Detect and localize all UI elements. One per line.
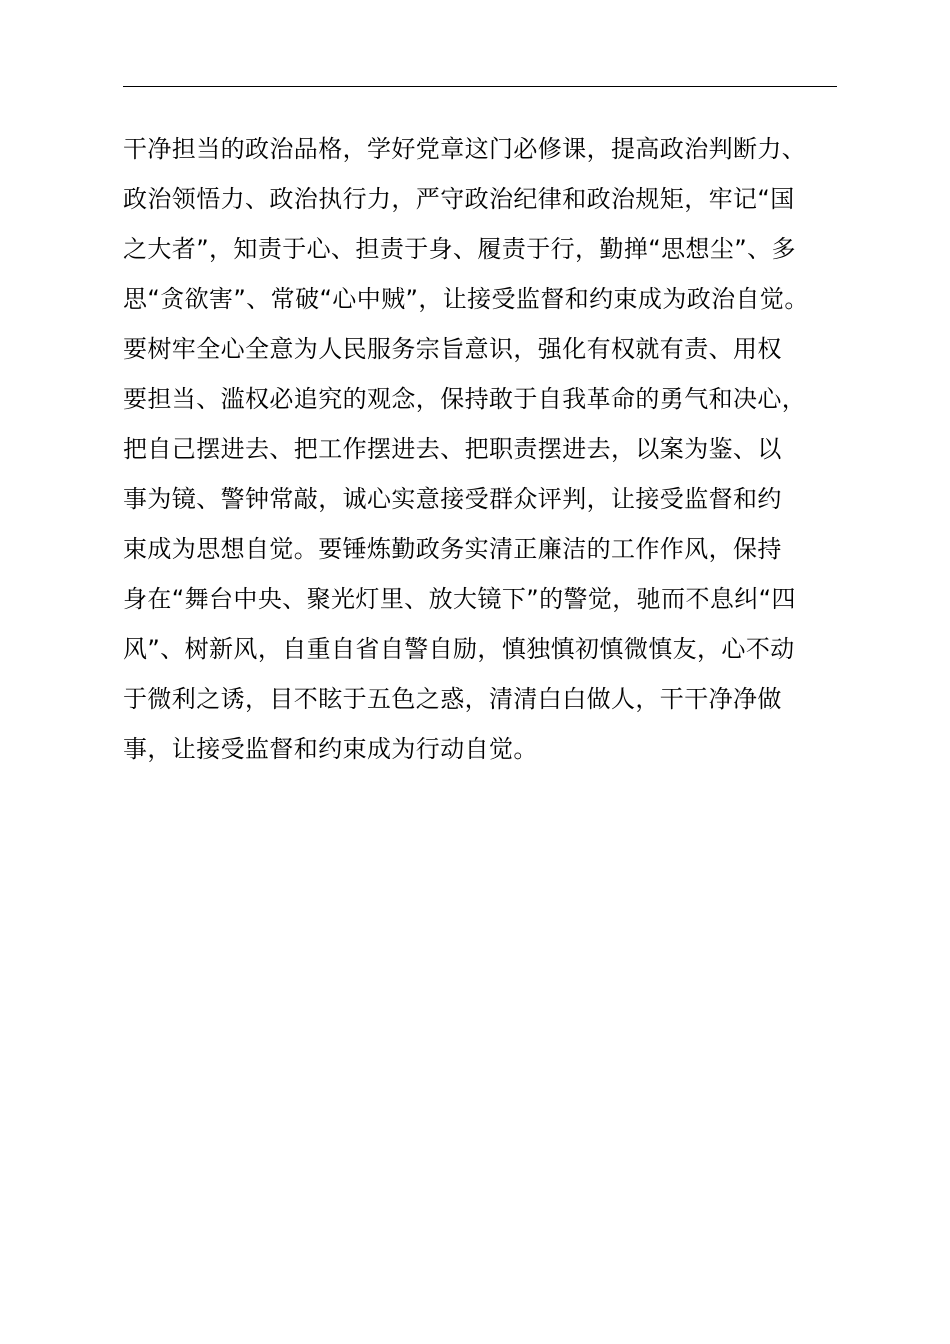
- body-paragraph: [123, 124, 843, 774]
- text-line: 干净担当的政治品格，学好党章这门必修课，提高政治判断力、: [123, 135, 807, 163]
- text-line: 要担当、滥权必追究的观念，保持敢于自我革命的勇气和决心，: [123, 385, 807, 413]
- text-line: 要树牢全心全意为人民服务宗旨意识，强化有权就有责、用权: [123, 335, 782, 363]
- text-line: 把自己摆进去、把工作摆进去、把职责摆进去，以案为鉴、以: [123, 435, 782, 463]
- header-rule: [123, 86, 837, 87]
- text-line: 风”、树新风，自重自省自警自励，慎独慎初慎微慎友，心不动: [123, 635, 795, 663]
- text-line: 政治领悟力、政治执行力，严守政治纪律和政治规矩，牢记“国: [123, 185, 795, 213]
- text-line: 事，让接受监督和约束成为行动自觉。: [123, 735, 538, 763]
- text-line: 身在“舞台中央、聚光灯里、放大镜下”的警觉，驰而不息纠“四: [123, 585, 796, 613]
- text-line: 于微利之诱，目不眩于五色之惑，清清白白做人，干干净净做: [123, 685, 782, 713]
- text-line: 之大者”，知责于心、担责于身、履责于行，勤掸“思想尘”、多: [123, 235, 796, 263]
- text-line: 束成为思想自觉。要锤炼勤政务实清正廉洁的工作作风，保持: [123, 535, 782, 563]
- text-line: 思“贪欲害”、常破“心中贼”，让接受监督和约束成为政治自觉。: [123, 285, 809, 313]
- text-line: 事为镜、警钟常敲，诚心实意接受群众评判，让接受监督和约: [123, 485, 782, 513]
